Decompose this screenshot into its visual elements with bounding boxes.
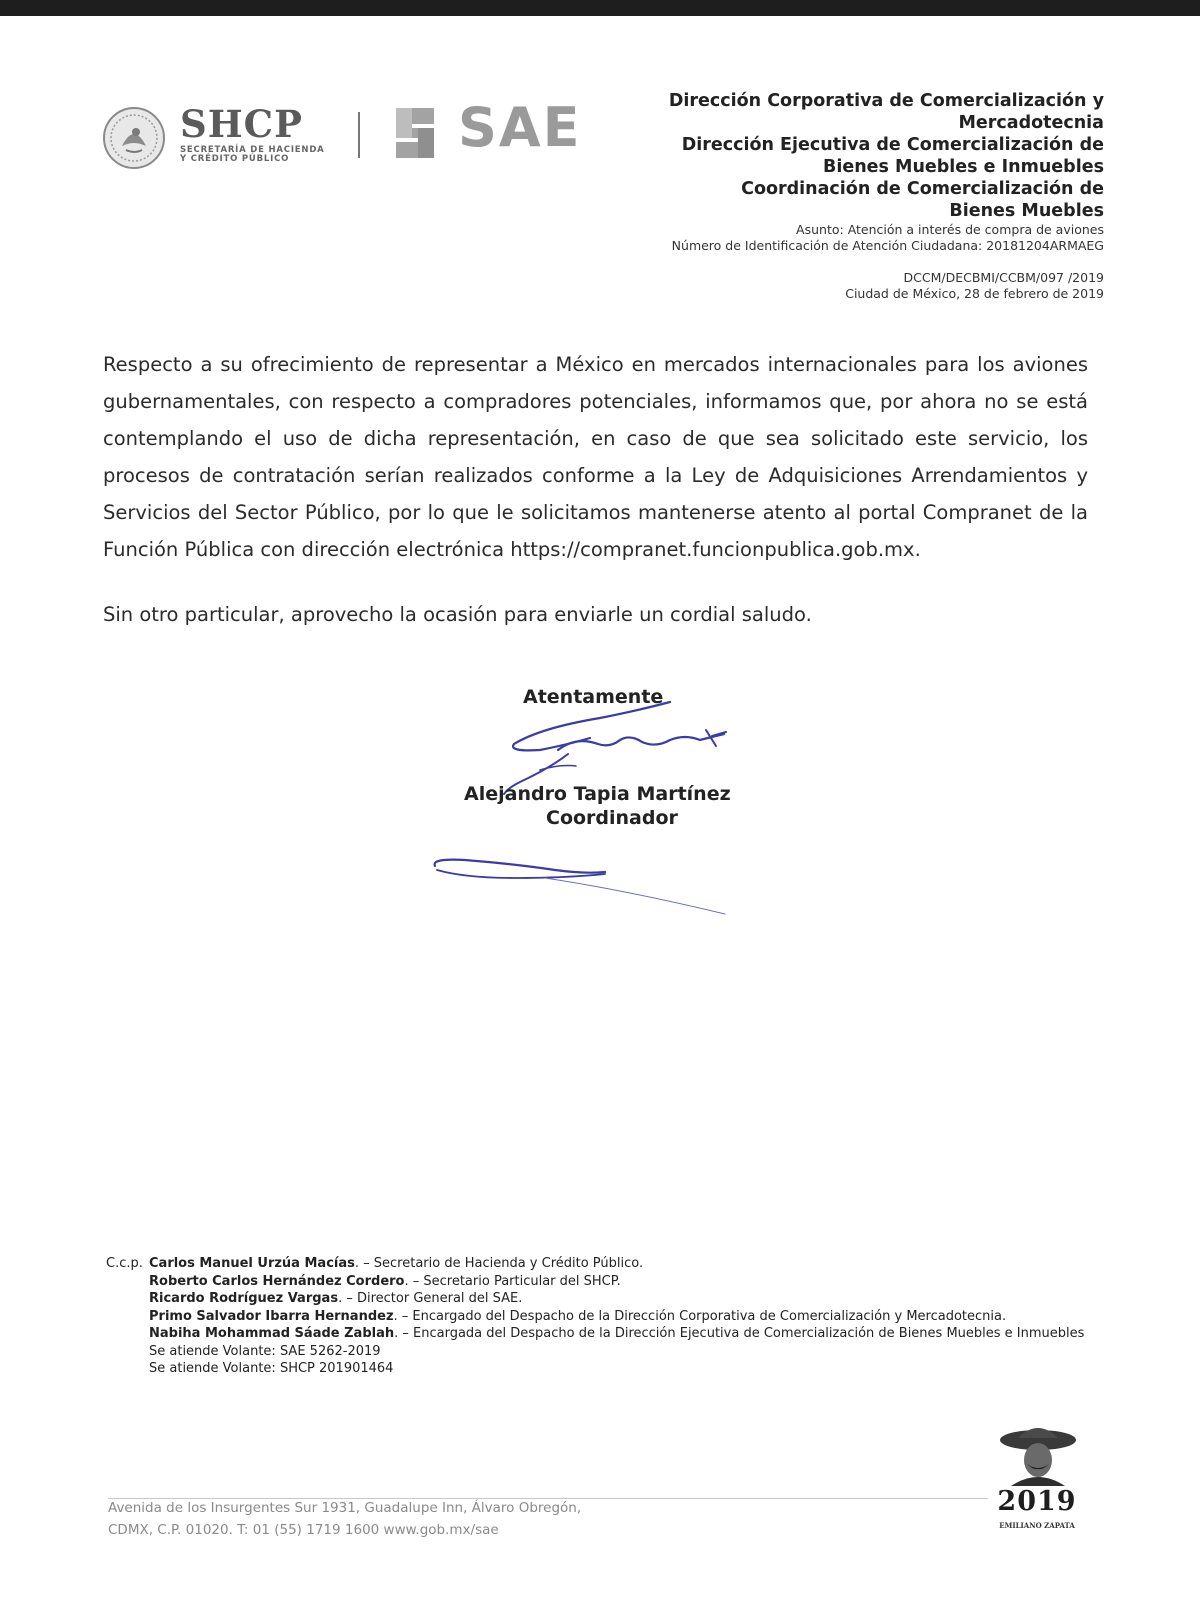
national-seal-icon (102, 106, 166, 170)
signer-name: Alejandro Tapia Martínez (464, 783, 731, 805)
shcp-logo-text: SHCP (180, 102, 303, 146)
letter-closing: Sin otro particular, aprovecho la ocasión para enviarle un cordial saludo. (103, 603, 812, 626)
shcp-subtitle-line-2: Y CRÉDITO PÚBLICO (180, 154, 290, 164)
ccp-entry (106, 1273, 1091, 1291)
ccp-entry (106, 1308, 1091, 1326)
scan-top-edge (0, 0, 1200, 16)
shcp-subtitle-line-1: SECRETARÍA DE HACIENDA (180, 145, 325, 155)
year-label: 2019 (997, 1486, 1077, 1517)
handwritten-initials (425, 848, 735, 928)
department-line: Coordinación de Comercialización de (741, 179, 1104, 199)
letterhead-logos (102, 96, 612, 170)
signer-title: Coordinador (546, 807, 678, 829)
volante-reference (106, 1343, 1091, 1361)
salutation: Atentamente (523, 686, 664, 708)
ccp-label: C.c.p. (106, 1256, 143, 1271)
department-line: Dirección Ejecutiva de Comercialización de (681, 135, 1104, 155)
volante-reference (106, 1360, 1091, 1378)
department-line: Bienes Muebles (949, 201, 1104, 221)
ccp-recipient-role: . – Encargada del Despacho de la Dirección Ejecutiva de Comercialización de Bienes Muebles e Inmuebles (394, 1326, 1085, 1341)
ccp-recipient-role: . – Encargado del Despacho de la Dirección Corporativa de Comercialización y Mercadotecnia. (393, 1308, 1007, 1324)
zapata-portrait-icon (983, 1420, 1093, 1550)
subject-line: Asunto: Atención a interés de compra de aviones (796, 222, 1104, 237)
ccp-recipient-name: Carlos Manuel Urzúa Macías (149, 1256, 355, 1271)
ccp-entry (106, 1325, 1091, 1343)
ccp-entry (106, 1255, 1091, 1273)
sae-emblem-icon (386, 104, 444, 162)
carbon-copy-list (106, 1255, 1091, 1378)
ccp-recipient-role: . – Secretario de Hacienda y Crédito Público. (354, 1256, 644, 1271)
volante-sae: Se atiende Volante: SAE 5262-2019 (149, 1343, 381, 1359)
ccp-recipient-role: . – Director General del SAE. (338, 1291, 523, 1306)
shcp-logo-subtitle (180, 146, 325, 164)
place-and-date: Ciudad de México, 28 de febrero de 2019 (845, 286, 1104, 301)
ccp-recipient-name: Ricardo Rodríguez Vargas (149, 1291, 339, 1306)
volante-shcp: Se atiende Volante: SHCP 201901464 (149, 1361, 394, 1376)
ccp-recipient-name: Roberto Carlos Hernández Cordero (149, 1273, 405, 1289)
ccp-recipient-role: . – Secretario Particular del SHCP. (404, 1273, 621, 1289)
letter-header (584, 90, 1104, 254)
department-line: Bienes Muebles e Inmuebles (823, 157, 1104, 177)
logo-divider (358, 112, 360, 158)
ccp-recipient-name: Nabiha Mohammad Sáade Zablah (149, 1326, 395, 1341)
year-caption: EMILIANO ZAPATA (999, 1521, 1075, 1530)
department-line: Mercadotecnia (958, 113, 1104, 133)
ccp-recipient-name: Primo Salvador Ibarra Hernandez (149, 1308, 394, 1324)
document-reference: DCCM/DECBMI/CCBM/097 /2019 (903, 270, 1104, 285)
letter-body-paragraph: Respecto a su ofrecimiento de representar a México en mercados internacionales para los aviones gubernamentales, con respecto a compradores potenciales, informamos que, por ahora no se está contemplando el uso de dicha representación, en caso de que sea solicitado este servicio, los procesos de contratación serían realizados conforme a la Ley de Adquisiciones Arrendamientos y Servicios del Sector Público, por lo que le solicitamos mantenerse atento al portal Compranet de la Función Pública con dirección electrónica https://compranet.funcionpublica.gob.mx. (103, 353, 1088, 561)
footer-address-line-2: CDMX, C.P. 01020. T: 01 (55) 1719 1600 www.gob.mx/sae (108, 1522, 499, 1538)
citizen-attention-number: Número de Identificación de Atención Ciudadana: 20181204ARMAEG (671, 238, 1104, 253)
reference-block (845, 270, 1104, 302)
department-line: Dirección Corporativa de Comercialización y (668, 91, 1104, 111)
sae-logo-text: SAE (458, 96, 582, 159)
ccp-entry (106, 1290, 1091, 1308)
footer-address (108, 1497, 581, 1541)
footer-address-line-1: Avenida de los Insurgentes Sur 1931, Guadalupe Inn, Álvaro Obregón, (108, 1500, 582, 1516)
